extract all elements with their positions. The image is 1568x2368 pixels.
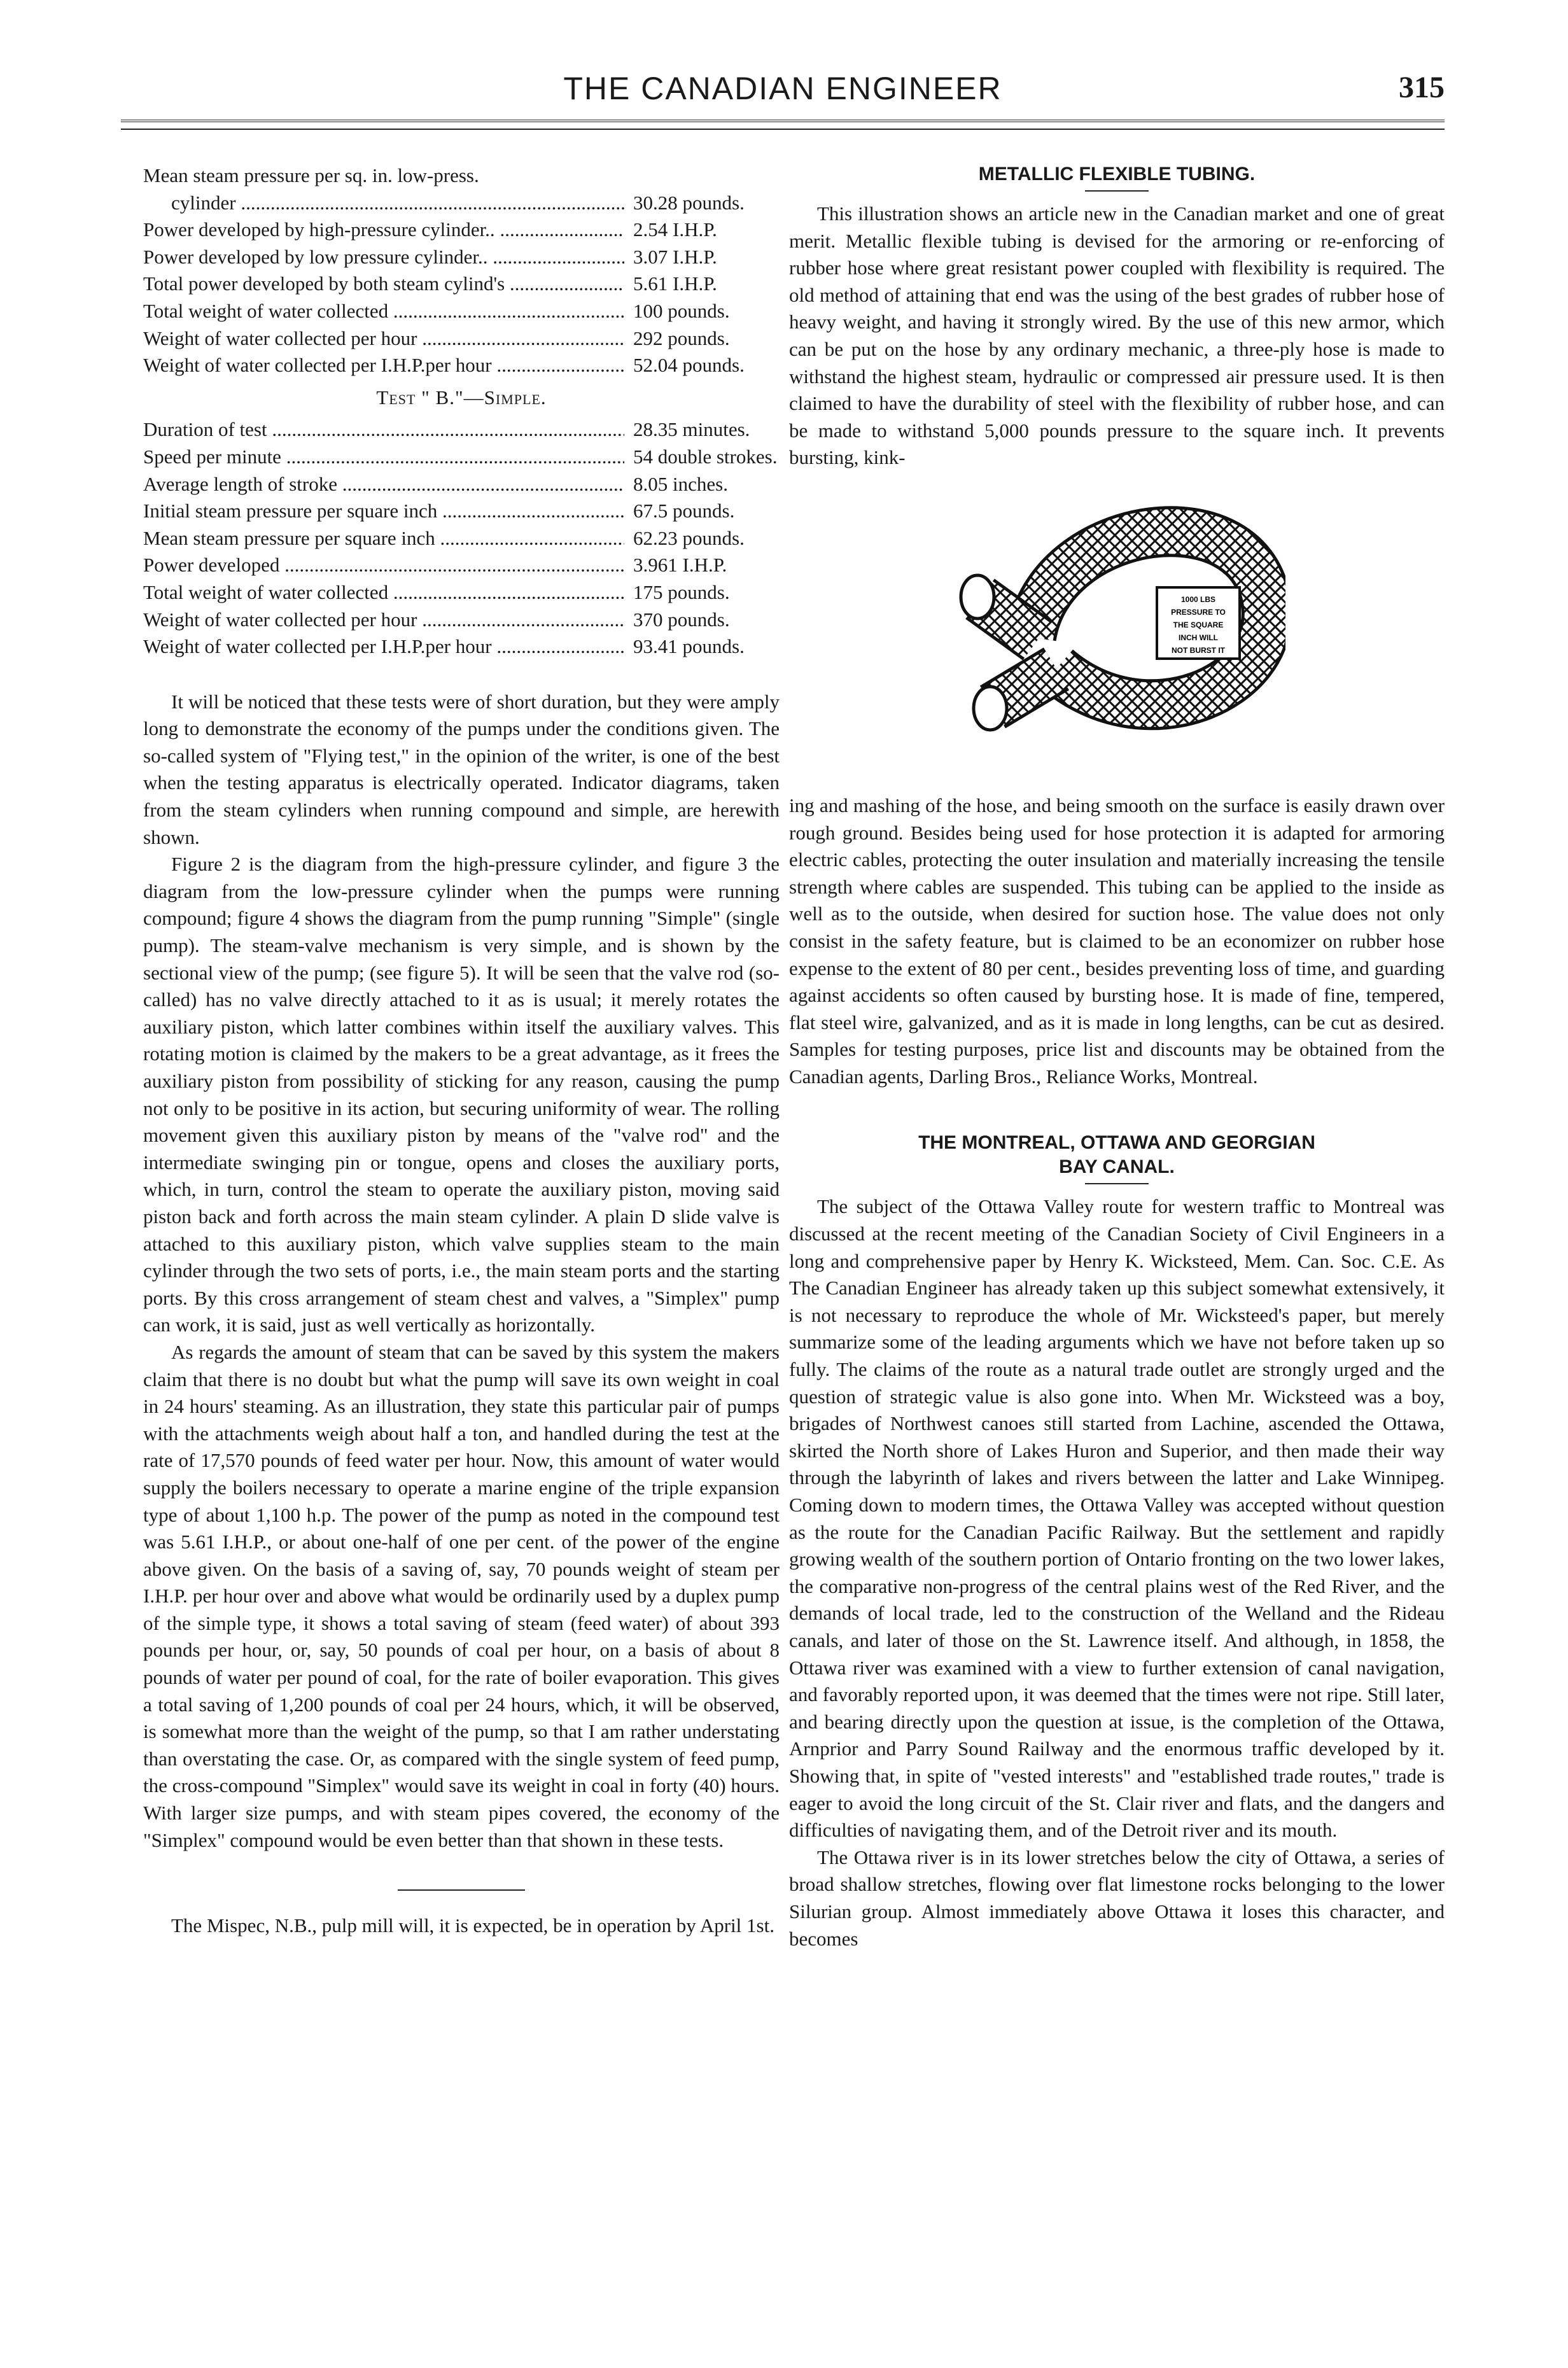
stat-label: Mean steam pressure per square inch ..... (143, 525, 624, 552)
coiled-hose-image (955, 478, 1285, 771)
stat-label: Weight of water collected per hour ..... (143, 606, 624, 634)
stat-label: Power developed by low pressure cylinder.. ..... (143, 244, 624, 271)
article-title-tubing: METALLIC FLEXIBLE TUBING. (978, 164, 1256, 185)
stat-row (143, 298, 780, 325)
article-title-canal-line2: BAY CANAL. (1059, 1156, 1175, 1178)
body-paragraph: The subject of the Ottawa Valley route for western traffic to Montreal was discussed at the recent meeting of the Canadian Society of Civil Engineers in a long and comprehensive paper by Henry K. Wicksteed, Mem. Can. Soc. C.E. As The Canadian Engineer has already taken up this subject somewhat extensively, it is not necessary to reproduce the whole of Mr. Wicksteed's paper, but merely summarize some of the leading arguments which we have not before taken up so fully. The claims of the route as a natural trade outlet are strongly urged and the question of strategic value is also gone into. When Mr. Wicksteed was a boy, brigades of Northwest canoes still started from Lachine, ascended the Ottawa, skirted the North shore of Lakes Huron and Superior, and then made their way through the labyrinth of lakes and rivers between the latter and Lake Winnipeg. Coming down to modern times, the Ottawa Valley was accepted without question as the route for the Canadian Pacific Railway. But the settlement and rapidly growing wealth of the southern portion of Ontario fronting on the two lower lakes, the comparative non-progress of the central plains west of the Red River, and the demands of local trade, led to the construction of the Welland and the Rideau canals, and later of those on the St. Lawrence itself. And although, in 1858, the Ottawa river was examined with a view to further extension of canal navigation, and favorably reported upon, it was deemed that the times were not ripe. Still later, and bearing directly upon the question at issue, is the completion of the Ottawa, Arnprior and Parry Sound Railway and the enormous traffic developed by it. Showing that, in spite of "vested interests" and "established trade routes," trade is eager to avoid the long circuit of the St. Clair river and flats, and the dangers and difficulties of navigating them, and of the Detroit river and its mouth. (789, 1195, 1445, 1842)
stat-value: 2.54 I.H.P. (633, 218, 717, 241)
stat-row (143, 352, 780, 379)
stat-row (143, 325, 780, 353)
right-column (789, 162, 1445, 1952)
stat-label: Total power developed by both steam cylind's ..... (143, 270, 624, 298)
stat-value: 292 pounds. (633, 326, 730, 349)
stat-value: 3.961 I.H.P. (633, 554, 727, 577)
stat-label: Power developed ..... (143, 552, 624, 579)
stat-value: 8.05 inches. (633, 472, 728, 495)
tag-text: PRESSURE TO (1171, 607, 1226, 617)
stat-value: 93.41 pounds. (633, 635, 745, 658)
stat-row (143, 525, 780, 552)
stat-row (143, 498, 780, 525)
section-divider (398, 1889, 525, 1891)
header-rule (121, 120, 1445, 130)
stat-row (143, 444, 780, 471)
stat-row (143, 579, 780, 606)
stat-row (143, 471, 780, 498)
stat-value: 28.35 minutes. (633, 418, 750, 441)
stat-value: 100 pounds. (633, 299, 730, 322)
body-paragraph: As regards the amount of steam that can be saved by this system the makers claim that there is no doubt but what the pump will save its own weight in coal in 24 hours' steaming. As an illustration, they state this particular pair of pumps with the attachments weigh about half a ton, and handled during the test at the rate of 17,570 pounds of feed water per hour. Now, this amount of water would supply the boilers necessary to operate a marine engine of the triple expansion type of about 1,100 h.p. The power of the pump as noted in the compound test was 5.61 I.H.P., or about one-half of one per cent. of the power of the engine above given. On the basis of a saving of, say, 70 pounds weight of steam per I.H.P. per hour over and above what would be ordinarily used by a duplex pump of the simple type, it shows a total saving of steam (feed water) of about 393 pounds per hour, or, say, 50 pounds of coal per hour, on a basis of about 8 pounds of water per pound of coal, for the rate of boiler evaporation. This gives a total saving of 1,200 pounds of coal per 24 hours, which, it will be observed, is somewhat more than the weight of the pump, so that I am rather understating than overstating the case. Or, as compared with the single system of feed pump, the cross-compound "Simplex" would save its weight in coal in forty (40) hours. With larger size pumps, and with steam pipes covered, the economy of the "Simplex" compound would be even better than that shown in these tests. (143, 1340, 780, 1851)
title-rule (1085, 190, 1149, 192)
journal-title: THE CANADIAN ENGINEER (563, 71, 1002, 106)
stat-row (143, 606, 780, 634)
stat-value: 3.07 I.H.P. (633, 245, 717, 268)
tag-text: INCH WILL (1179, 633, 1218, 642)
stats-simple (143, 416, 780, 660)
stat-label: Power developed by high-pressure cylinder.. ..... (143, 216, 624, 244)
stat-row (143, 270, 780, 298)
tubing-illustration (789, 478, 1445, 777)
stat-value: 5.61 I.H.P. (633, 272, 717, 295)
body-paragraph: This illustration shows an article new in the Canadian market and one of great merit. Metallic flexible tubing is devised for the armoring or re-enforcing of rubber hose where great resistant power coupled with flexibility is required. The old method of attaining that end was the using of the best grades of rubber hose of heavy weight, and having it strongly wired. By the use of this new armor, which can be put on the hose by any ordinary mechanic, a three-ply hose is made to withstand the highest steam, hydraulic or compressed air pressure used. It is then claimed to have the durability of steel with the flexibility of rubber hose, and can be made to withstand 5,000 pounds pressure to the square inch. It prevents bursting, kink- (789, 202, 1445, 469)
body-paragraph: Figure 2 is the diagram from the high-pressure cylinder, and figure 3 the diagram from the low-pressure cylinder when the pumps were running compound; figure 4 shows the diagram from the pump running "Simple" (single pump). The steam-valve mechanism is very simple, and is shown by the sectional view of the pump; (see figure 5). It will be seen that the valve rod (so-called) has no valve directly attached to it as is usual; it merely rotates the auxiliary piston, which latter combines within itself the auxiliary valves. This rotating motion is claimed by the makers to be a great advantage, as it frees the auxiliary piston from possibility of sticking for any reason, causing the pump not only to be positive in its action, but securing uniformity of wear. The rolling movement given this auxiliary piston by means of the "valve rod" and the intermediate swinging pin or tongue, opens and closes the auxiliary ports, which, in turn, control the steam to operate the auxiliary piston, moving said piston back and forth across the main steam cylinder. A plain D slide valve is attached to this auxiliary piston, which valve supplies steam to the main cylinder through the two sets of ports, i.e., the main steam ports and the starting ports. By this cross arrangement of steam chest and valves, a "Simplex" pump can work, it is said, just as well vertically as horizontally. (143, 853, 780, 1336)
stat-row (143, 162, 780, 190)
stat-label: Weight of water collected per I.H.P.per hour ..... (143, 633, 624, 661)
stat-label: Mean steam pressure per sq. in. low-press. (143, 164, 479, 186)
stat-value: 30.28 pounds. (633, 191, 745, 214)
stat-row (143, 633, 780, 661)
page-header (121, 70, 1445, 121)
page-number: 315 (1399, 71, 1445, 104)
test-b-heading: Test " B."—Simple. (376, 386, 547, 409)
body-paragraph: ing and mashing of the hose, and being smooth on the surface is easily drawn over rough ground. Besides being used for hose protection it is adapted for armoring electric cables, protecting the outer insulation and materially increasing the tensile strength where cables are suspended. This tubing can be applied to the inside as well as to the outside, when desired for suction hose. The value does not only consist in the safety feature, but is claimed to be an economizer on rubber hose expense to the extent of 80 per cent., besides preventing loss of time, and guarding against accidents so often caused by bursting hose. It is made of fine, tempered, flat steel wire, galvanized, and as it is made in long lengths, can be cut as desired. Samples for testing purposes, price list and discounts may be obtained from the Canadian agents, Darling Bros., Reliance Works, Montreal. (789, 794, 1445, 1088)
left-column (143, 162, 780, 1940)
tag-text: 1000 LBS (1180, 594, 1216, 604)
stat-row (143, 552, 780, 579)
stat-value: 62.23 pounds. (633, 526, 745, 549)
news-note: The Mispec, N.B., pulp mill will, it is expected, be in operation by April 1st. (171, 1914, 774, 1937)
stat-value: 52.04 pounds. (633, 354, 745, 377)
stat-row (143, 416, 780, 444)
stat-label: Weight of water collected per hour ..... (143, 325, 624, 353)
stat-label: Total weight of water collected ..... (143, 298, 624, 325)
tag-text: THE SQUARE (1173, 620, 1224, 629)
stat-row (143, 244, 780, 271)
stat-label: Average length of stroke ..... (143, 471, 624, 498)
stat-row (143, 216, 780, 244)
stat-value: 370 pounds. (633, 608, 730, 631)
stat-value: 175 pounds. (633, 580, 730, 603)
stat-label: cylinder ..... (171, 190, 624, 217)
article-title-canal: THE MONTREAL, OTTAWA AND GEORGIAN (918, 1132, 1315, 1154)
stat-row (143, 190, 780, 217)
stat-label: Weight of water collected per I.H.P.per hour ..... (143, 352, 624, 379)
stat-value: 54 double strokes. (633, 445, 778, 468)
stat-label: Duration of test ..... (143, 416, 624, 444)
title-rule (1085, 1183, 1149, 1184)
stats-compound (143, 162, 780, 379)
body-paragraph: It will be noticed that these tests were of short duration, but they were amply long to demonstrate the economy of the pumps under the conditions given. The so-called system of "Flying test," in the opinion of the writer, is one of the best when the testing apparatus is electrically operated. Indicator diagrams, taken from the steam cylinders when running compound and simple, are herewith shown. (143, 690, 780, 848)
stat-value: 67.5 pounds. (633, 500, 735, 522)
tag-text: NOT BURST IT (1172, 645, 1225, 655)
stat-label: Speed per minute ..... (143, 444, 624, 471)
body-paragraph: The Ottawa river is in its lower stretches below the city of Ottawa, a series of broad shallow stretches, flowing over flat limestone rocks belonging to the lower Silurian group. Almost immediately above Ottawa it loses this character, and becomes (789, 1846, 1445, 1950)
stat-label: Initial steam pressure per square inch ..... (143, 498, 624, 525)
stat-label: Total weight of water collected ..... (143, 579, 624, 606)
